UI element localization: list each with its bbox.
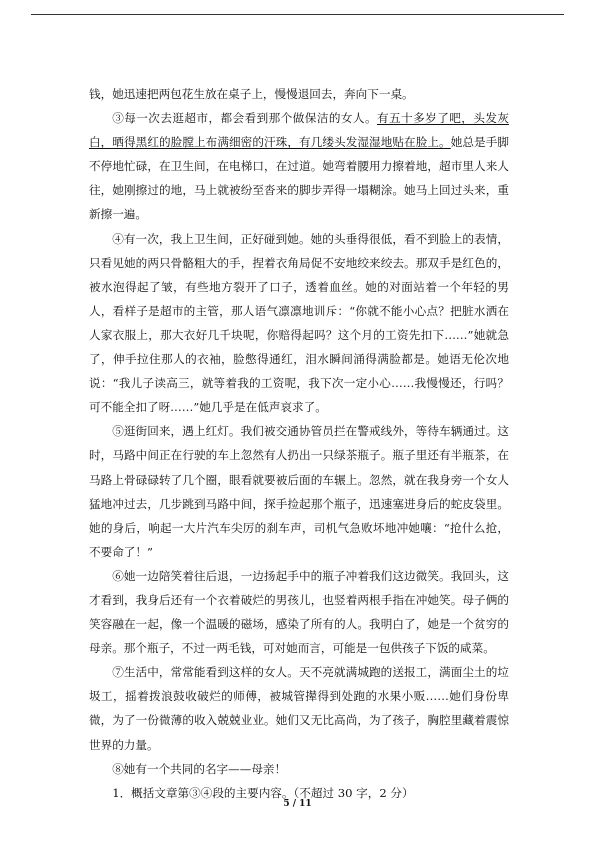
paragraph-3 <box>89 106 509 226</box>
paragraph-3-end: 她总是手脚不停地忙碌，在卫生间，在电梯口，在过道。她弯着腰用力擦着地，超市里人来人往，她刚擦过的地，马上就被纷至沓来的脚步弄得一塌糊涂。她马上回过头来，重新擦一遍。 <box>89 135 509 222</box>
paragraph-6: ⑥她一边陪笑着往后退，一边扬起手中的瓶子冲着我们这边微笑。我回头，这才看到，我身后还有一个衣着破烂的男孩儿，也竖着两根手指在冲她笑。母子俩的笑容融在一起，像一个温暖的磁场，感染了所有的人。我明白了，她是一个贫穷的母亲。那个瓶子，不过一两毛钱，可对她而言，可能是一包供孩子下饭的咸菜。 <box>89 568 509 656</box>
question-1: 1．概括文章第③④段的主要内容。（不超过 30 字，2 分） <box>112 785 414 800</box>
paragraph-7: ⑦生活中，常常能看到这样的女人。天不亮就满城跑的送报工，满面尘土的垃圾工，摇着拨浪鼓收破烂的师傅，被城管撵得到处跑的水果小贩……她们身份卑微，为了一份微薄的收入兢兢业业。她们又无比高尚，为了孩子，胸腔里藏着震惊世界的力量。 <box>89 665 509 752</box>
paragraph-continued: 钱，她迅速把两包花生放在桌子上，慢慢退回去，奔向下一桌。 <box>89 87 414 101</box>
paragraph-8: ⑧她有一个共同的名字——母亲！ <box>112 761 287 776</box>
paragraph-4: ④有一次，我上卫生间，正好碰到她。她的头垂得很低，看不到脸上的表情，只看见她的两只骨骼粗大的手，捏着衣角局促不安地绞来绞去。那双手是红色的，被水泡得起了皱，有些地方裂开了口子，透着血丝。她的对面站着一个年轻的男人，看样子是超市的主管，那人语气凛凛地训斥：“你就不能小心点？把脏水洒在人家衣服上，那大衣好几千块呢，你赔得起吗？这个月的工资先扣下……”她就急了，伸手拉住那人的衣袖，脸憋得通红，泪水瞬间涌得满脸都是。她语无伦次地说：“我儿子读高三，就等着我的工资呢，我下次一定小心……我慢慢还，行吗？可不能全扣了呀……”她几乎是在低声哀求了。 <box>89 231 509 415</box>
paragraph-3-start: ③每一次去逛超市，都会看到那个做保洁的女人。 <box>112 111 378 126</box>
underlined-sentence: 有五十多岁了吧，头发灰白，晒得黑红的脸膛上布满细密的汗珠，有几缕头发湿湿地贴在脸上。 <box>89 111 509 150</box>
paragraph-5: ⑤逛街回来，遇上红灯。我们被交通协管员拦在警戒线外，等待车辆通过。这时，马路中间正在行驶的车上忽然有人扔出一只绿茶瓶子。瓶子里还有半瓶茶，在马路上骨碌碌转了几个圈，眼看就要被后面的车辗上。忽然，就在我身旁一个女人猛地冲过去，几步跳到马路中间，探手捡起那个瓶子，迅速塞进身后的蛇皮袋里。她的身后，响起一大片汽车尖厉的刹车声，司机气急败坏地冲她嚷：“抢什么抢，不要命了！” <box>89 424 509 559</box>
header-rule <box>31 14 564 15</box>
page-number: 5 / 11 <box>283 799 312 809</box>
article-body <box>89 82 509 805</box>
